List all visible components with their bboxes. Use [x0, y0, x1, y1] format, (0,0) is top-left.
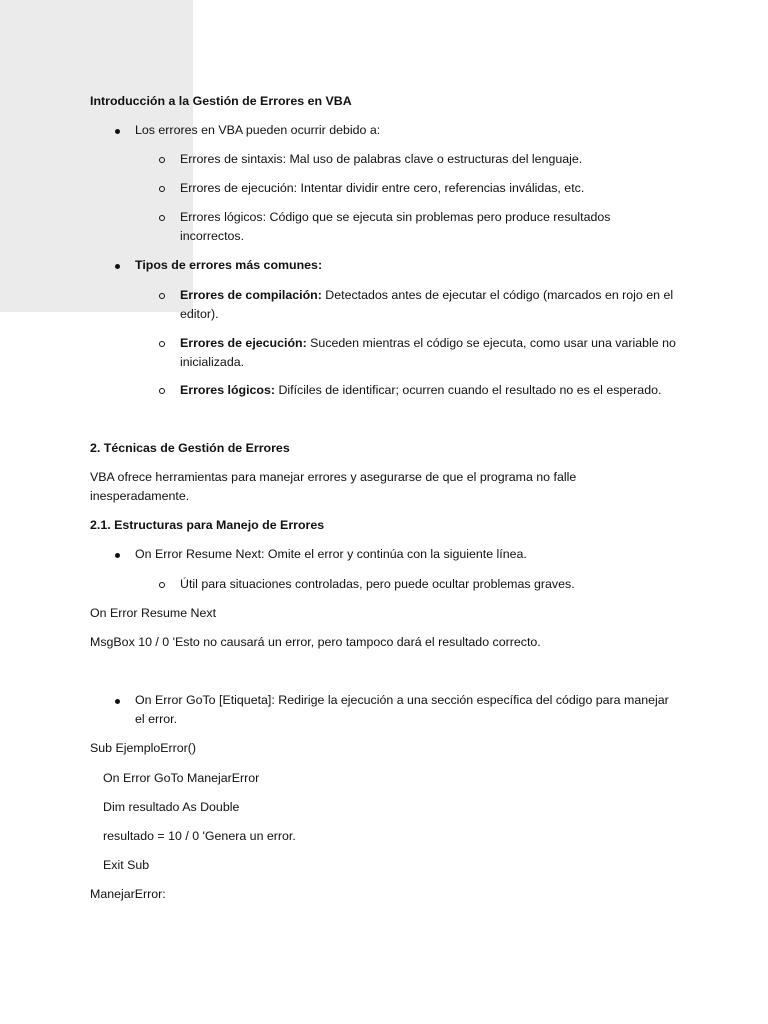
code-line: Dim resultado As Double [103, 800, 240, 814]
term-description: Difíciles de identificar; ocurren cuando el resultado no es el esperado. [275, 383, 662, 397]
code-line: resultado = 10 / 0 'Genera un error. [103, 829, 296, 843]
sub-list-item: Errores de sintaxis: Mal uso de palabras clave o estructuras del lenguaje. [180, 152, 583, 166]
section-intro-title: Introducción a la Gestión de Errores en VBA [90, 94, 352, 108]
section-2-title: 2. Técnicas de Gestión de Errores [90, 441, 290, 455]
bullet-circle-icon [159, 293, 165, 299]
code-line: MsgBox 10 / 0 'Esto no causará un error, pero tampoco dará el resultado correcto. [90, 635, 541, 649]
list-item: Tipos de errores más comunes: [135, 258, 323, 272]
code-line: Sub EjemploError() [90, 741, 197, 755]
sub-list-item: Errores lógicos: Código que se ejecuta sin problemas pero produce resultados incorrectos. [180, 210, 611, 243]
bullet-circle-icon [159, 388, 165, 394]
section-2-paragraph: VBA ofrece herramientas para manejar errores y asegurarse de que el programa no falle inesperadamente. [90, 470, 577, 503]
term-label: Errores de compilación: [180, 288, 322, 302]
bullet-circle-icon [159, 157, 165, 163]
sub-list-item [180, 381, 680, 400]
sub-list-item [180, 334, 680, 371]
term-description: Detectados antes de ejecutar el código (marcados en rojo en el editor). [180, 288, 674, 321]
bullet-circle-icon [159, 186, 165, 192]
term-description: Suceden mientras el código se ejecuta, como usar una variable no inicializada. [180, 336, 676, 369]
bullet-disc-icon [115, 699, 120, 704]
bullet-disc-icon [115, 264, 120, 269]
bullet-circle-icon [159, 582, 165, 588]
term-label: Errores de ejecución: [180, 336, 307, 350]
sub-list-item: Errores de ejecución: Intentar dividir entre cero, referencias inválidas, etc. [180, 181, 585, 195]
code-line: On Error GoTo ManejarError [103, 771, 260, 785]
bullet-disc-icon [115, 553, 120, 558]
bullet-disc-icon [115, 129, 120, 134]
sub-list-item [180, 286, 680, 323]
code-line: ManejarError: [90, 887, 166, 901]
sub-list-item: Útil para situaciones controladas, pero puede ocultar problemas graves. [180, 577, 575, 591]
bullet-circle-icon [159, 341, 165, 347]
bullet-circle-icon [159, 215, 165, 221]
list-item: On Error Resume Next: Omite el error y continúa con la siguiente línea. [135, 547, 527, 561]
list-item: On Error GoTo [Etiqueta]: Redirige la ejecución a una sección específica del código para manejar el error. [135, 693, 669, 726]
term-label: Errores lógicos: [180, 383, 276, 397]
section-2-1-subtitle: 2.1. Estructuras para Manejo de Errores [90, 518, 325, 532]
list-item: Los errores en VBA pueden ocurrir debido a: [135, 123, 381, 137]
code-line: On Error Resume Next [90, 606, 217, 620]
code-line: Exit Sub [103, 858, 150, 872]
